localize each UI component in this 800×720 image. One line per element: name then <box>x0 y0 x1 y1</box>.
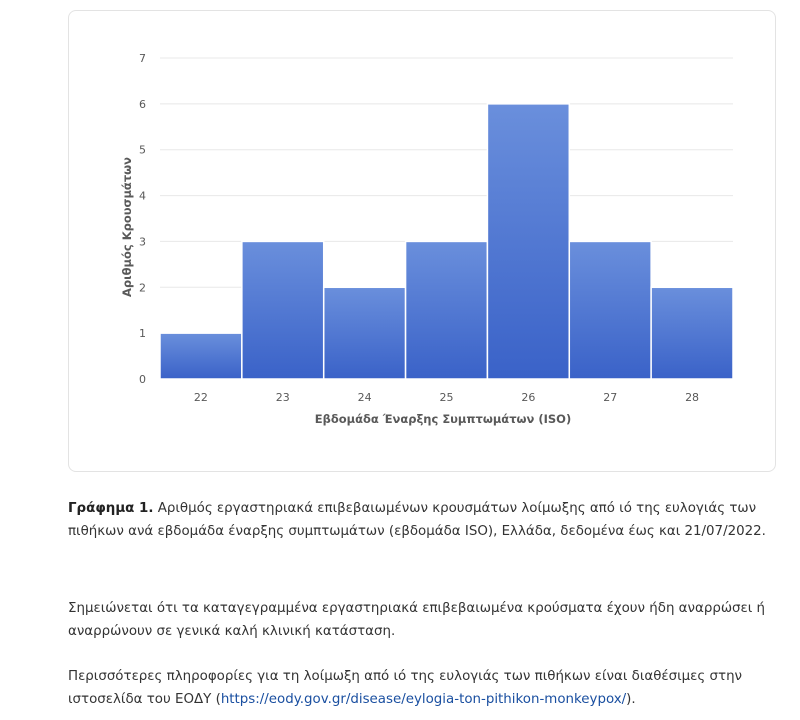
bar-week-27 <box>569 241 651 379</box>
x-tick-label: 22 <box>193 391 208 404</box>
y-axis-title: Αριθμός Κρουσμάτων <box>120 157 134 297</box>
x-tick-label: 23 <box>275 391 290 404</box>
x-tick-label: 28 <box>685 391 700 404</box>
x-tick-label: 27 <box>603 391 618 404</box>
bars <box>160 104 733 379</box>
bar-week-26 <box>487 104 569 379</box>
x-tick-label: 24 <box>357 391 372 404</box>
bar-week-25 <box>406 241 488 379</box>
x-tick-label: 26 <box>521 391 536 404</box>
y-tick-label: 3 <box>139 235 146 249</box>
y-tick-label: 6 <box>139 97 146 111</box>
bar-chart <box>69 11 777 473</box>
y-tick-label: 7 <box>139 52 146 65</box>
y-tick-label: 4 <box>139 189 146 203</box>
chart-card <box>68 10 776 472</box>
x-tick-labels <box>194 391 699 404</box>
bar-week-23 <box>242 241 324 379</box>
bar-week-28 <box>651 287 733 379</box>
y-tick-label: 1 <box>139 327 146 341</box>
y-tick-label: 5 <box>139 143 146 157</box>
figure-caption <box>68 497 780 543</box>
x-tick-label: 25 <box>439 391 454 404</box>
y-tick-labels <box>139 52 146 386</box>
bar-week-22 <box>160 333 242 379</box>
y-tick-label: 2 <box>139 281 146 295</box>
eody-link[interactable]: https://eody.gov.gr/disease/eylogia-ton-pithikon-monkeypox/ <box>220 692 627 707</box>
more-info-suffix: ). <box>626 692 636 707</box>
bar-week-24 <box>324 287 406 379</box>
more-info-paragraph <box>68 665 780 711</box>
y-tick-label: 0 <box>139 373 146 386</box>
x-axis-title: Εβδομάδα Έναρξης Συμπτωμάτων (ISO) <box>314 412 572 426</box>
caption-text: Αριθμός εργαστηριακά επιβεβαιωμένων κρουσμάτων λοίμωξης από ιό της ευλογιάς των πιθήκων ανά εβδομάδα έναρξης συμπτωμάτων (εβδομάδα ISO), Ελλάδα, δεδομένα έως και 21/07/2022. <box>68 501 766 539</box>
caption-label: Γράφημα 1. <box>68 501 154 516</box>
recovery-note: Σημειώνεται ότι τα καταγεγραμμένα εργαστηριακά επιβεβαιωμένα κρούσματα έχουν ήδη αναρρώσει ή αναρρώνουν σε γενικά καλή κλινική κατάσταση. <box>68 601 766 639</box>
more-info-prefix: Περισσότερες πληροφορίες για τη λοίμωξη από ιό της ευλογιάς των πιθήκων είναι διαθέσιμες στην ιστοσελίδα του ΕΟΔΥ ( <box>68 669 743 707</box>
